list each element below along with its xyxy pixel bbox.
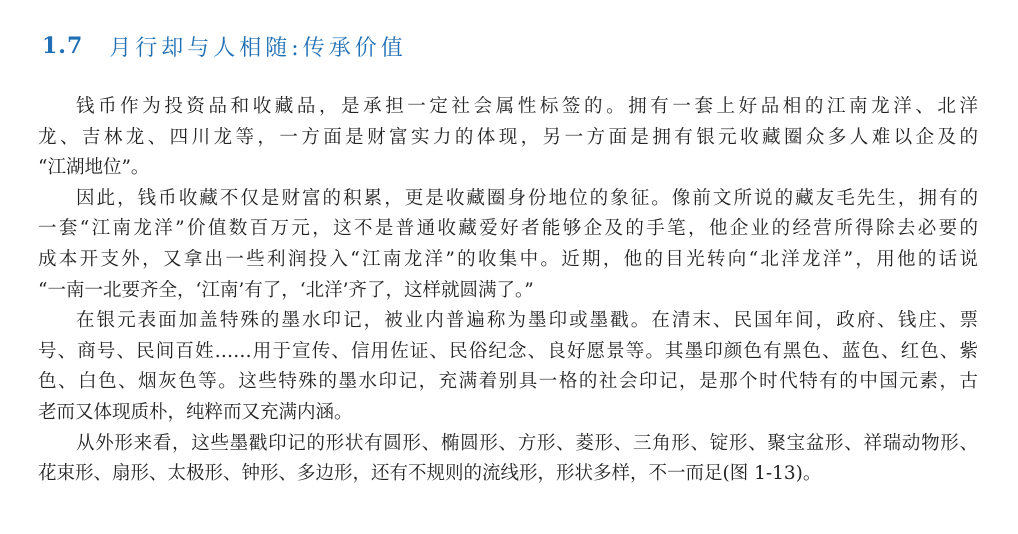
text-line: 花束形、扇形、太极形、钟形、多边形，还有不规则的流线形，形状多样，不一而足(图 1-13)。 [38, 463, 822, 485]
text-line: “江湖地位”。 [38, 157, 150, 179]
paragraph-4 [38, 429, 978, 490]
text-line: 龙、吉林龙、四川龙等，一方面是财富实力的体现，另一方面是拥有银元收藏圈众多人难以企及的 [38, 126, 978, 148]
text-line: “一南一北要齐全，‘江南’有了，‘北洋’齐了，这样就圆满了。” [38, 279, 534, 301]
section-number: 1.7 [42, 33, 84, 59]
body-text [38, 92, 978, 490]
text-line: 钱币作为投资品和收藏品，是承担一定社会属性标签的。拥有一套上好品相的江南龙洋、北洋 [76, 96, 978, 117]
text-line: 号、商号、民间百姓……用于宣传、信用佐证、民俗纪念、良好愿景等。其墨印颜色有黑色、蓝色、红色、紫 [38, 340, 978, 362]
paragraph-1 [38, 92, 978, 184]
text-line: 因此，钱币收藏不仅是财富的积累，更是收藏圈身份地位的象征。像前文所说的藏友毛先生，拥有的 [76, 187, 978, 209]
paragraph-2 [38, 184, 978, 306]
section-title: 月行却与人相随:传承价值 [109, 35, 407, 61]
text-line: 一套“江南龙洋”价值数百万元，这不是普通收藏爱好者能够企及的手笔，他企业的经营所得除去必要的 [38, 218, 978, 240]
text-line: 老而又体现质朴，纯粹而又充满内涵。 [38, 401, 353, 423]
text-line: 从外形来看，这些墨戳印记的形状有圆形、椭圆形、方形、菱形、三角形、锭形、聚宝盆形、祥瑞动物形、 [76, 432, 978, 454]
paragraph-3 [38, 306, 978, 428]
section-heading [42, 30, 407, 62]
text-line: 成本开支外，又拿出一些利润投入“江南龙洋”的收集中。近期，他的目光转向“北洋龙洋”，用他的话说 [38, 248, 978, 270]
text-line: 在银元表面加盖特殊的墨水印记，被业内普遍称为墨印或墨戳。在清末、民国年间，政府、钱庄、票 [76, 310, 978, 332]
text-line: 色、白色、烟灰色等。这些特殊的墨水印记，充满着别具一格的社会印记，是那个时代特有的中国元素，古 [38, 371, 978, 393]
